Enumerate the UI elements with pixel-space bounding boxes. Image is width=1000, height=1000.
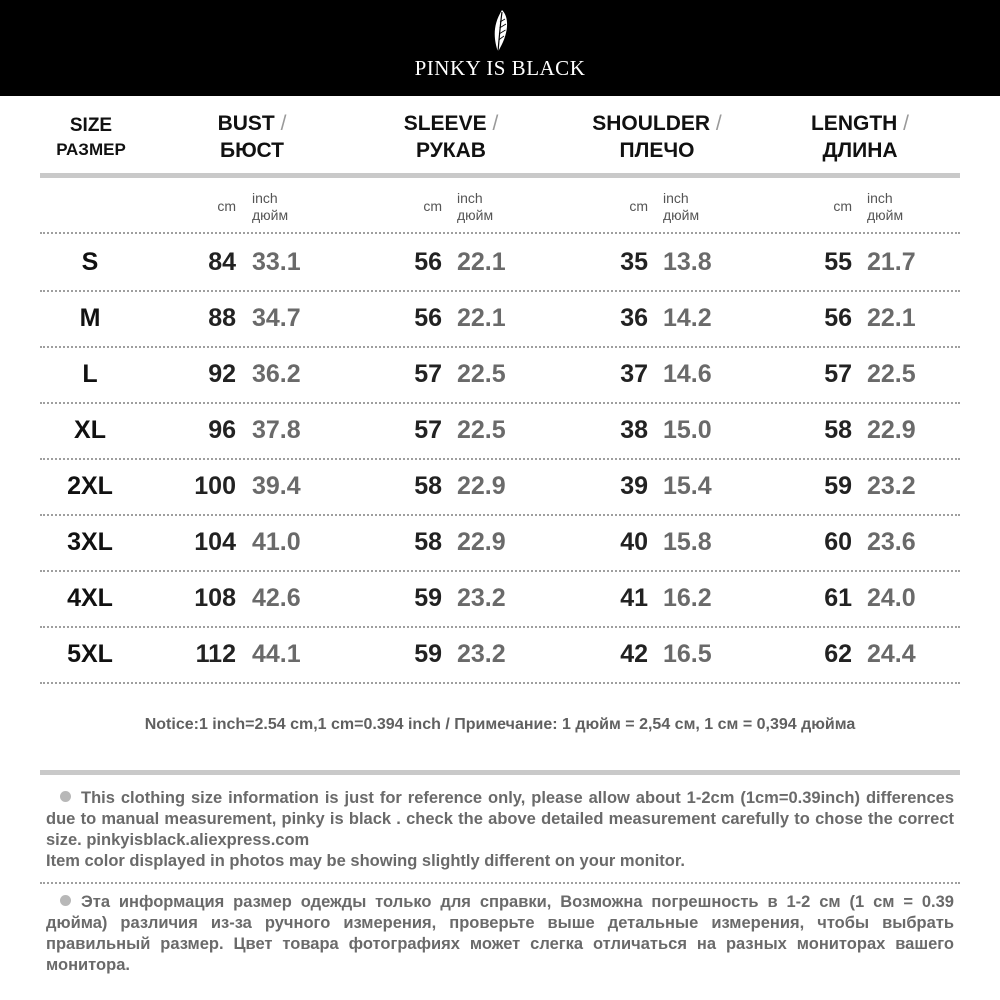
cm-value: 55	[824, 248, 852, 276]
cm-value: 37	[620, 360, 648, 388]
cm-value: 59	[414, 584, 442, 612]
length-header-en: LENGTH	[810, 112, 898, 135]
unit-cm-label: cm	[217, 198, 236, 214]
shoulder-header-en: SHOULDER	[592, 112, 711, 135]
size-label: 2XL	[67, 472, 113, 500]
cm-value: 58	[414, 528, 442, 556]
brand-banner	[0, 0, 1000, 96]
header-slash: /	[903, 112, 909, 135]
table-row	[0, 234, 1000, 290]
info-russian	[46, 892, 954, 976]
cm-value: 88	[208, 304, 236, 332]
table-row	[0, 290, 1000, 346]
unit-cm-label: cm	[833, 198, 852, 214]
cm-value: 39	[620, 472, 648, 500]
header-divider	[40, 173, 960, 178]
inch-value: 15.8	[663, 528, 712, 556]
table-row	[0, 346, 1000, 402]
size-label: 5XL	[67, 640, 113, 668]
inch-value: 36.2	[252, 360, 301, 388]
inch-value: 15.4	[663, 472, 712, 500]
cm-value: 57	[414, 416, 442, 444]
unit-inch-label	[663, 190, 699, 224]
size-header-ru: РАЗМЕР	[56, 140, 126, 159]
unit-inch-en: inch	[457, 190, 483, 206]
info-english	[46, 788, 954, 872]
sleeve-header	[392, 110, 510, 164]
inch-value: 39.4	[252, 472, 301, 500]
inch-value: 22.1	[457, 304, 506, 332]
table-row	[0, 626, 1000, 682]
unit-inch-ru: дюйм	[457, 207, 494, 223]
inch-value: 33.1	[252, 248, 301, 276]
row-divider	[40, 682, 960, 684]
header-slash: /	[715, 112, 722, 135]
unit-inch-ru: дюйм	[252, 207, 289, 223]
inch-value: 23.2	[457, 584, 506, 612]
size-label: L	[82, 360, 98, 388]
cm-value: 108	[194, 584, 236, 612]
notice-divider	[40, 770, 960, 775]
inch-value: 42.6	[252, 584, 301, 612]
cm-value: 59	[824, 472, 852, 500]
inch-value: 37.8	[252, 416, 301, 444]
inch-value: 23.2	[867, 472, 916, 500]
cm-value: 104	[194, 528, 236, 556]
unit-inch-label	[867, 190, 903, 224]
unit-inch-label	[457, 190, 493, 224]
inch-value: 22.5	[457, 360, 506, 388]
inch-value: 34.7	[252, 304, 301, 332]
shoulder-header-ru: ПЛЕЧО	[619, 139, 695, 162]
inch-value: 21.7	[867, 248, 916, 276]
cm-value: 42	[620, 640, 648, 668]
sleeve-header-en: SLEEVE	[403, 112, 487, 135]
cm-value: 61	[824, 584, 852, 612]
cm-value: 58	[824, 416, 852, 444]
header-slash: /	[492, 112, 499, 135]
inch-value: 24.4	[867, 640, 916, 668]
inch-value: 22.1	[867, 304, 916, 332]
table-row	[0, 514, 1000, 570]
sleeve-header-ru: РУКАВ	[416, 139, 486, 162]
unit-inch-en: inch	[663, 190, 689, 206]
cm-value: 84	[208, 248, 236, 276]
cm-value: 36	[620, 304, 648, 332]
cm-value: 58	[414, 472, 442, 500]
unit-cm-label: cm	[423, 198, 442, 214]
cm-value: 41	[620, 584, 648, 612]
length-header	[800, 110, 920, 164]
size-label: 3XL	[67, 528, 113, 556]
unit-inch-en: inch	[252, 190, 278, 206]
cm-value: 59	[414, 640, 442, 668]
size-label: M	[79, 304, 101, 332]
unit-inch-label	[252, 190, 288, 224]
unit-inch-en: inch	[867, 190, 893, 206]
inch-value: 22.9	[457, 528, 506, 556]
cm-value: 100	[194, 472, 236, 500]
bust-header	[200, 110, 304, 164]
table-row	[0, 402, 1000, 458]
unit-inch-ru: дюйм	[663, 207, 700, 223]
shoulder-header	[580, 110, 734, 164]
size-header	[44, 114, 138, 162]
brand-logo-text: PINKY IS BLACK	[414, 56, 586, 80]
unit-inch-ru: дюйм	[867, 207, 904, 223]
inch-value: 14.6	[663, 360, 712, 388]
inch-value: 22.9	[867, 416, 916, 444]
size-label: XL	[74, 416, 106, 444]
size-header-en: SIZE	[69, 115, 113, 136]
conversion-notice: Notice:1 inch=2.54 cm,1 cm=0.394 inch / Примечание: 1 дюйм = 2,54 см, 1 см = 0,394 дюйма	[144, 716, 856, 733]
table-row	[0, 458, 1000, 514]
inch-value: 23.6	[867, 528, 916, 556]
inch-value: 15.0	[663, 416, 712, 444]
header-slash: /	[280, 112, 287, 135]
inch-value: 23.2	[457, 640, 506, 668]
inch-value: 14.2	[663, 304, 712, 332]
bullet-icon	[60, 895, 71, 906]
cm-value: 112	[195, 640, 236, 668]
inch-value: 22.9	[457, 472, 506, 500]
cm-value: 40	[620, 528, 648, 556]
cm-value: 56	[414, 304, 442, 332]
inch-value: 22.5	[867, 360, 916, 388]
inch-value: 13.8	[663, 248, 712, 276]
inch-value: 16.5	[663, 640, 712, 668]
table-row	[0, 570, 1000, 626]
inch-value: 44.1	[252, 640, 301, 668]
unit-cm-label: cm	[629, 198, 648, 214]
size-label: S	[81, 248, 99, 276]
inch-value: 41.0	[252, 528, 301, 556]
cm-value: 38	[620, 416, 648, 444]
cm-value: 60	[824, 528, 852, 556]
info-divider	[40, 882, 960, 884]
size-label: 4XL	[67, 584, 113, 612]
cm-value: 57	[414, 360, 442, 388]
inch-value: 22.5	[457, 416, 506, 444]
cm-value: 56	[414, 248, 442, 276]
inch-value: 22.1	[457, 248, 506, 276]
cm-value: 62	[824, 640, 852, 668]
inch-value: 16.2	[663, 584, 712, 612]
cm-value: 35	[620, 248, 648, 276]
bust-header-ru: БЮСТ	[220, 139, 284, 162]
info-english-text: This clothing size information is just for reference only, please allow about 1-2cm (1cm=0.39inch) differences due to manual measurement, pinky is black . check the above detailed measurement carefully to chose the correct size. pinkyisblack.aliexpress.com Item color displayed in photos may be showing slightly different on your monitor.	[46, 789, 954, 870]
inch-value: 24.0	[867, 584, 916, 612]
bullet-icon	[60, 791, 71, 802]
cm-value: 96	[208, 416, 236, 444]
cm-value: 56	[824, 304, 852, 332]
cm-value: 92	[208, 360, 236, 388]
length-header-ru: ДЛИНА	[822, 139, 898, 162]
info-russian-text: Эта информация размер одежды только для справки, Возможна погрешность в 1-2 см (1 см = 0.39 дюйма) различия из-за ручного измерения, проверьте выше детальные измерения, чтобы выбрать правильный размер. Цвет товара фотографиях может слегка отличаться на разных мониторах вашего монитора.	[46, 893, 954, 974]
cm-value: 57	[824, 360, 852, 388]
bust-header-en: BUST	[217, 112, 275, 135]
